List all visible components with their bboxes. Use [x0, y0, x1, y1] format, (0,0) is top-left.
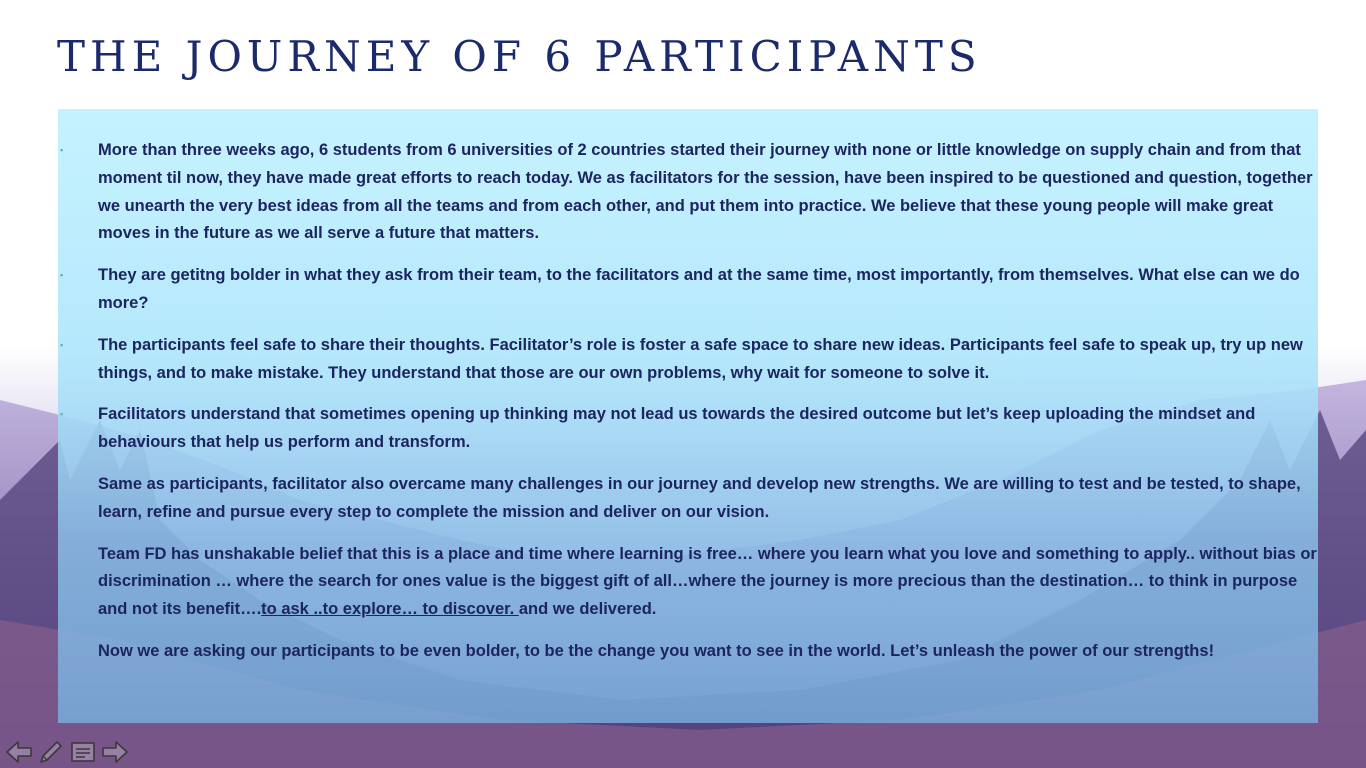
- bullet-text: Team FD has unshakable belief that this is a place and time where learning is free… where you learn what you love and something to apply.. without bias or discrimination … where the search for ones value is the biggest gift of all…where the journey is more precious than the destination… to think in purpose and not its benefit….: [98, 544, 1317, 619]
- bullet-item: [60, 401, 1320, 457]
- bullet-item: [98, 471, 1320, 527]
- bullet-text: Facilitators understand that sometimes opening up thinking may not lead us towards the desired outcome but let’s keep uploading the mindset and behaviours that help us perform and transform.: [98, 405, 1256, 452]
- previous-slide-button[interactable]: [4, 737, 34, 767]
- bullet-text: They are getitng bolder in what they ask from their team, to the facilitators and at the same time, most importantly, from themselves. What else can we do more?: [98, 266, 1300, 312]
- bullet-marker-icon: ▪: [60, 270, 64, 281]
- bullet-item: [98, 638, 1320, 666]
- slideshow-controls: [4, 737, 130, 767]
- previous-slide-icon: [5, 739, 33, 765]
- content-panel: [58, 109, 1318, 723]
- slide-title: THE JOURNEY OF 6 PARTICIPANTS: [57, 32, 982, 81]
- bullet-marker-icon: ▪: [60, 339, 64, 350]
- bullet-text: The participants feel safe to share their thoughts. Facilitator’s role is foster a safe space to share new ideas. Participants feel safe to speak up, try up new things, and to make mistake. They understand that those are our own problems, why wait for someone to solve it.: [98, 335, 1303, 382]
- slide-menu-button[interactable]: [68, 737, 98, 767]
- bullet-item: [60, 137, 1320, 248]
- pen-tool-button[interactable]: [36, 737, 66, 767]
- underlined-phrase: to ask ..to explore… to discover.: [261, 600, 519, 619]
- next-slide-button[interactable]: [100, 737, 130, 767]
- bullet-item: [60, 262, 1320, 318]
- bullet-text: More than three weeks ago, 6 students from 6 universities of 2 countries started their journey with none or little knowledge on supply chain and from that moment til now, they have made great efforts to reach today. We as facilitators for the session, have been inspired to be questioned and question, together we unearth the very best ideas from all the teams and from each other, and put them into practice. We believe that these young people will make great moves in the future as we all serve a future that matters.: [98, 141, 1313, 243]
- pen-icon: [37, 738, 65, 766]
- bullet-text: and we delivered.: [518, 600, 657, 619]
- bullet-item: [98, 541, 1320, 624]
- bullet-marker-icon: ▪: [60, 145, 64, 155]
- next-slide-icon: [101, 739, 129, 765]
- bullet-marker-icon: ▪: [60, 409, 64, 420]
- bullet-list: [60, 137, 1320, 680]
- bullet-text: Same as participants, facilitator also overcame many challenges in our journey and develop new strengths. We are willing to test and be tested, to shape, learn, refine and pursue every step to complete the mission and deliver on our vision.: [98, 474, 1301, 521]
- bullet-item: [60, 332, 1320, 388]
- bullet-text: Now we are asking our participants to be even bolder, to be the change you want to see in the world. Let’s unleash the power of our strengths!: [98, 641, 1215, 660]
- slide-menu-icon: [69, 740, 97, 764]
